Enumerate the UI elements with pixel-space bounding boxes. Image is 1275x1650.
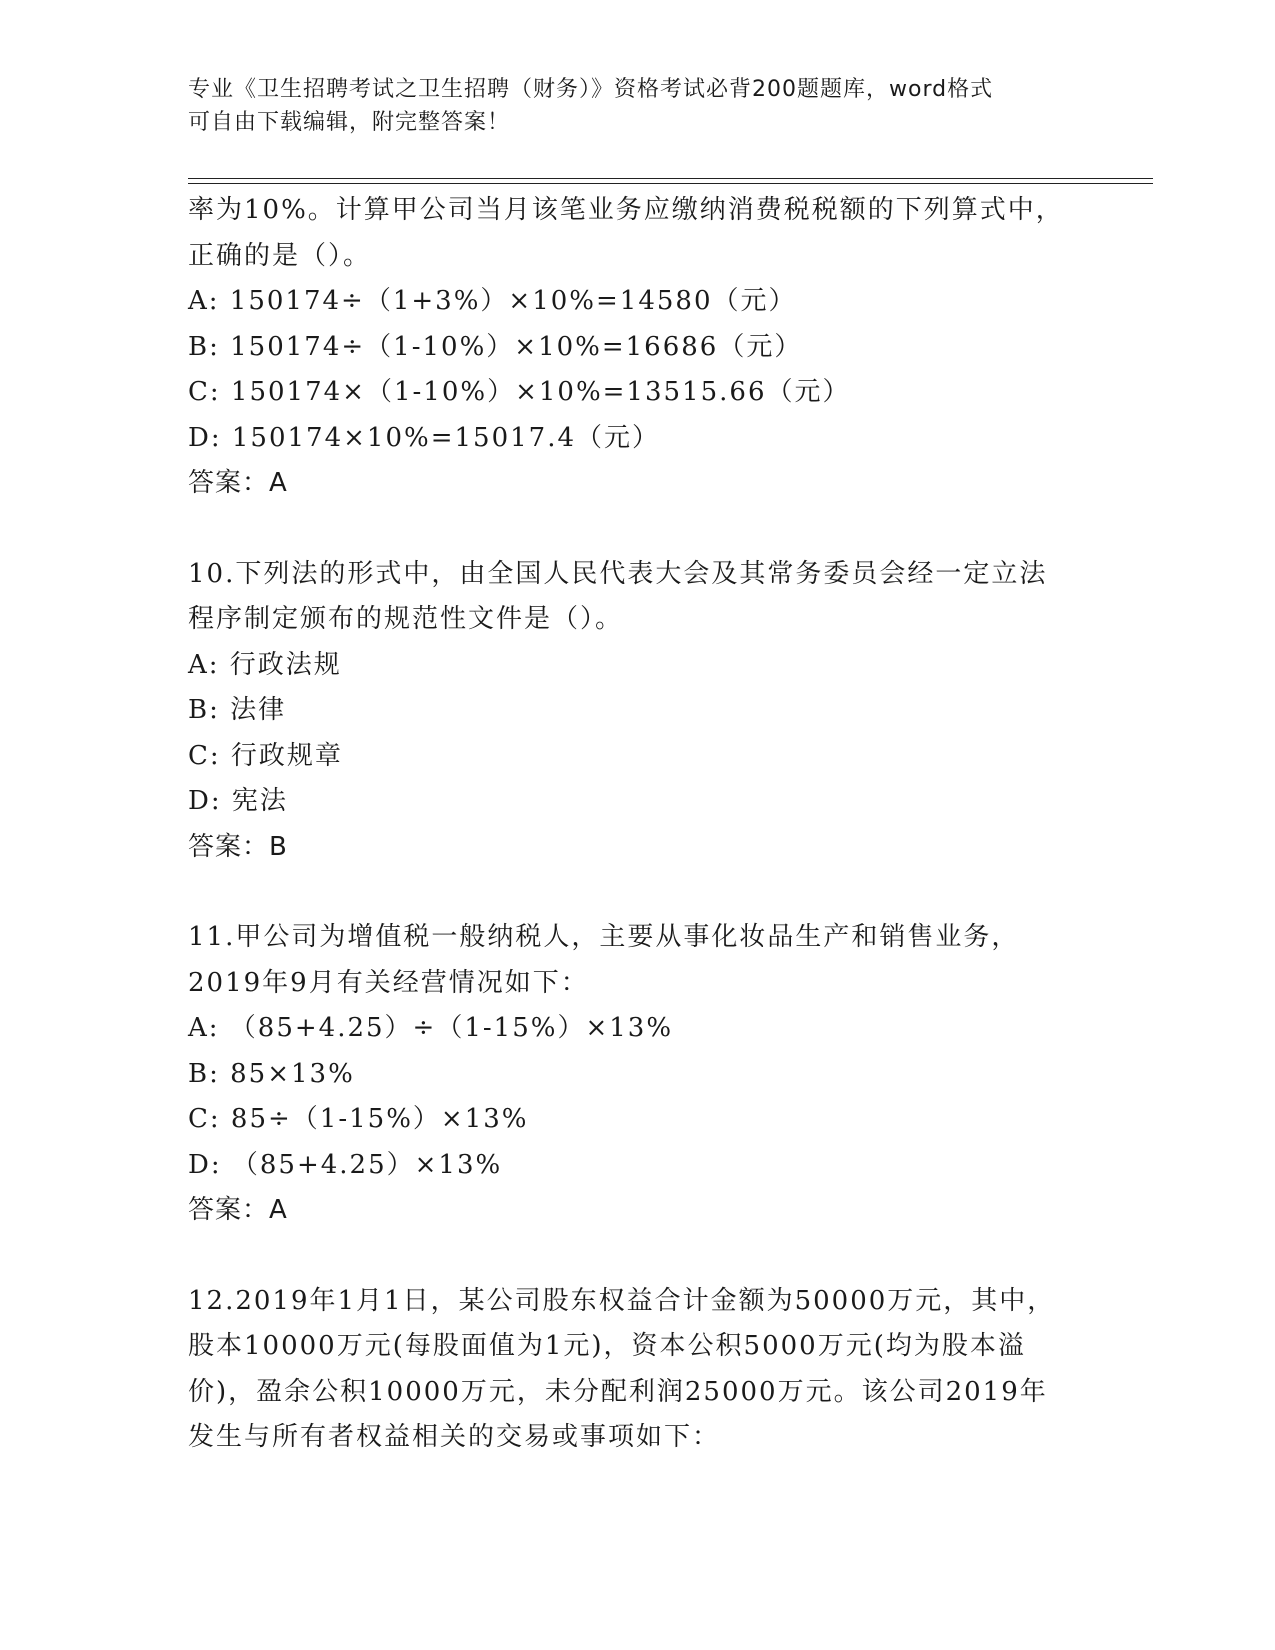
option-d: D: （85+4.25）×13% [188, 1149, 503, 1180]
question-text: 10.下列法的形式中，由全国人民代表大会及其常务委员会经一定立法 [188, 558, 1048, 589]
question-text: 率为10%。计算甲公司当月该笔业务应缴纳消费税税额的下列算式中， [188, 195, 1064, 225]
option-a: A: 150174÷（1+3%）×10%=14580（元） [188, 286, 797, 316]
document-body [188, 188, 1078, 1461]
question-text: 12.2019年1月1日，某公司股东权益合计金额为50000万元，其中， [188, 1285, 1056, 1316]
question-text: 价)，盈余公积10000万元，未分配利润25000万元。该公司2019年 [188, 1376, 1048, 1407]
question-9 [188, 188, 1078, 507]
header-line-2: 可自由下载编辑，附完整答案！ [188, 110, 511, 135]
question-12 [188, 1279, 1078, 1461]
document-header [188, 73, 1088, 139]
answer: 答案：A [188, 468, 288, 498]
spacer [188, 1234, 1078, 1279]
question-text: 程序制定颁布的规范性文件是（）。 [188, 604, 624, 634]
option-b: B: 85×13% [188, 1058, 355, 1089]
option-c: C: 行政规章 [188, 740, 343, 771]
option-b: B: 150174÷（1-10%）×10%=16686（元） [188, 331, 803, 362]
spacer [188, 870, 1078, 915]
option-a: A: 行政法规 [188, 649, 342, 680]
question-text: 11.甲公司为增值税一般纳税人，主要从事化妆品生产和销售业务， [188, 922, 1020, 952]
header-line-1: 专业《卫生招聘考试之卫生招聘（财务）》资格考试必背200题题库，word格式 [188, 77, 994, 102]
option-c: C: 85÷（1-15%）×13% [188, 1104, 529, 1134]
question-text: 股本10000万元(每股面值为1元)，资本公积5000万元(均为股本溢 [188, 1331, 1026, 1361]
question-text: 2019年9月有关经营情况如下： [188, 967, 589, 998]
question-text: 正确的是（）。 [188, 240, 372, 271]
question-text: 发生与所有者权益相关的交易或事项如下： [188, 1422, 721, 1452]
option-c: C: 150174×（1-10%）×10%=13515.66（元） [188, 377, 851, 407]
option-d: D: 150174×10%=15017.4（元） [188, 422, 660, 453]
header-divider-bottom [188, 183, 1153, 184]
option-b: B: 法律 [188, 695, 287, 725]
option-a: A: （85+4.25）÷（1-15%）×13% [188, 1013, 674, 1043]
answer: 答案：A [188, 1195, 288, 1225]
spacer [188, 507, 1078, 552]
question-10 [188, 552, 1078, 871]
header-divider-top [188, 178, 1153, 179]
option-d: D: 宪法 [188, 786, 288, 816]
answer: 答案：B [188, 831, 288, 862]
question-11 [188, 915, 1078, 1234]
